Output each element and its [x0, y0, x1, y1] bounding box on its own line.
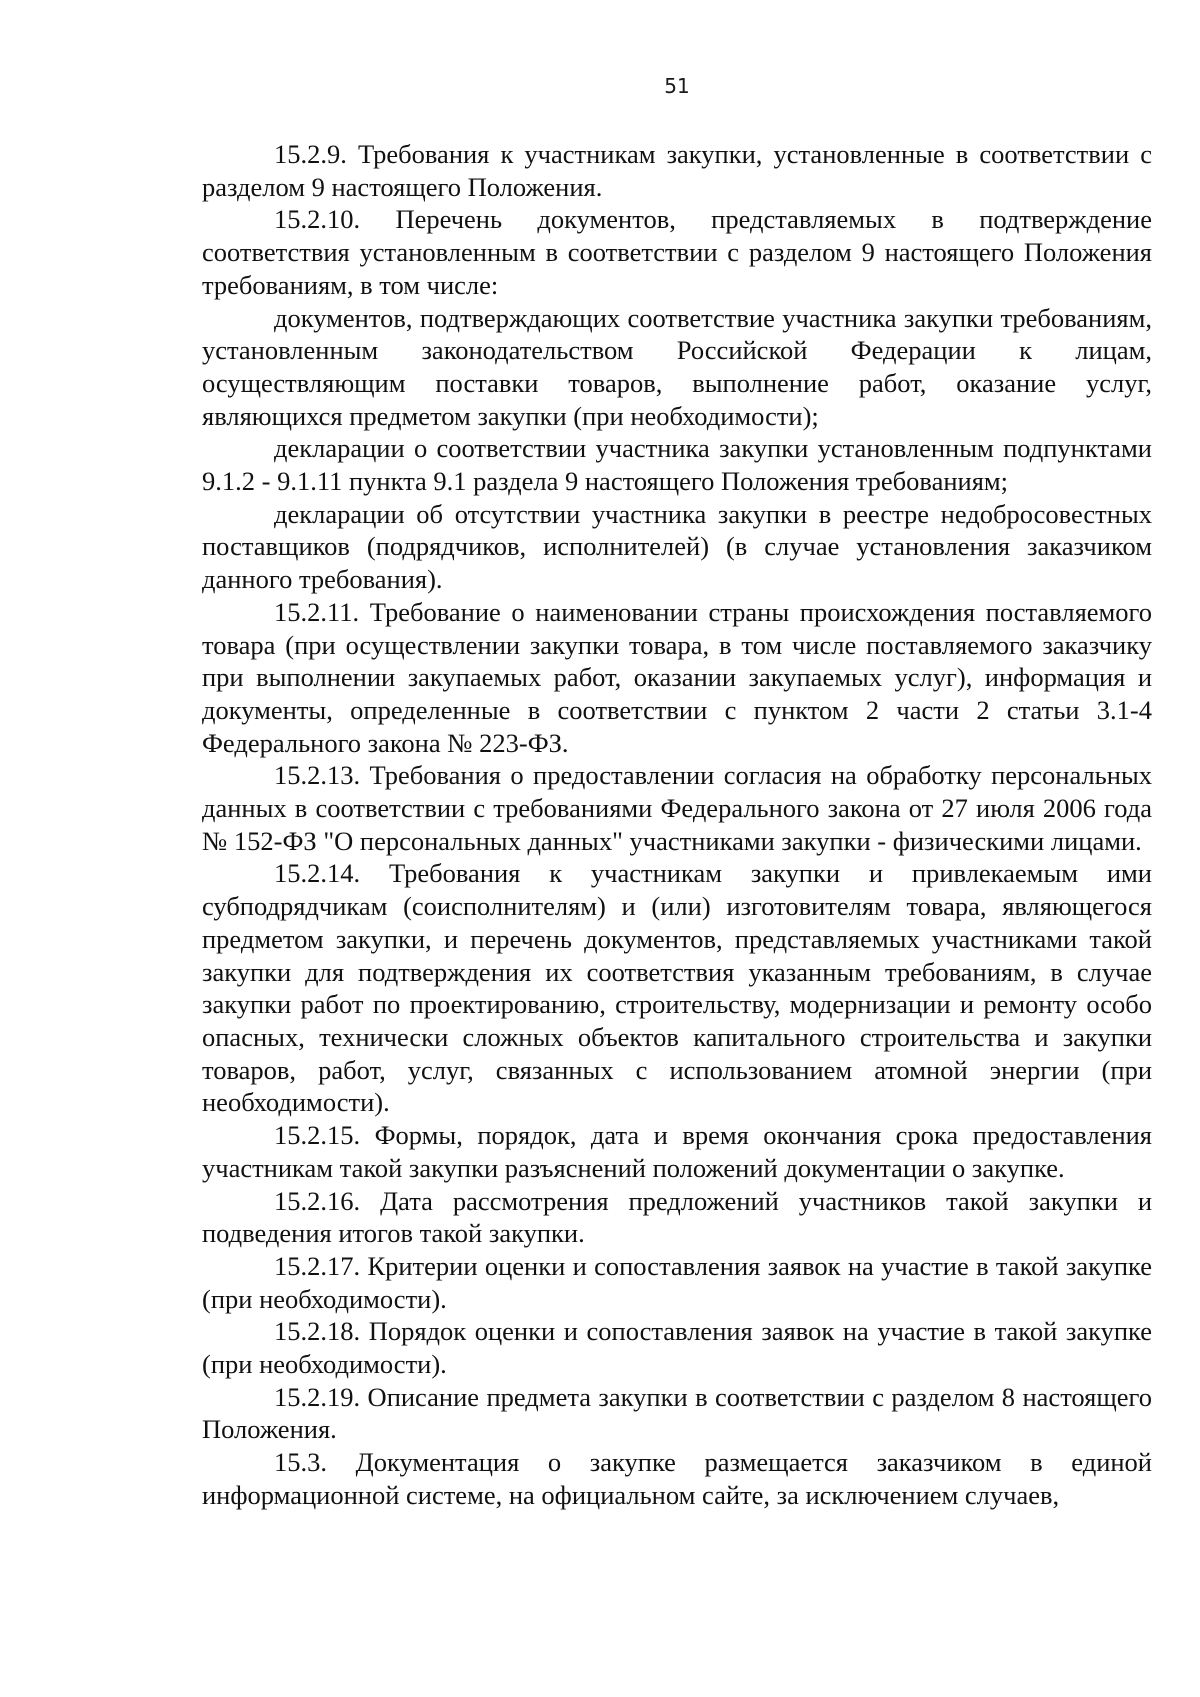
- paragraph-15-2-19: 15.2.19. Описание предмета закупки в соответствии с разделом 8 настоящего Положения.: [202, 1381, 1152, 1445]
- paragraph-15-2-11: 15.2.11. Требование о наименовании страны происхождения поставляемого товара (при осуществлении закупки товара, в том числе поставляемого заказчику при выполнении закупаемых работ, оказании закупаемых услуг), информация и документы, определенные в соответствии с пунктом 2 части 2 статьи 3.1-4 Федерального закона № 223-ФЗ.: [202, 596, 1152, 758]
- paragraph-15-2-9: 15.2.9. Требования к участникам закупки, установленные в соответствии с разделом 9 настоящего Положения.: [202, 139, 1152, 202]
- document-body: [202, 138, 1152, 1512]
- paragraph-15-3: 15.3. Документация о закупке размещается заказчиком в единой информационной системе, на официальном сайте, за исключением случаев,: [202, 1447, 1152, 1510]
- paragraph-declaration-registry: декларации об отсутствии участника закупки в реестре недобросовестных поставщиков (подрядчиков, исполнителей) (в случае установления заказчиком данного требования).: [202, 498, 1152, 595]
- paragraph-15-2-14: 15.2.14. Требования к участникам закупки и привлекаемым ими субподрядчикам (соисполнителям) и (или) изготовителям товара, являющегося предметом закупки, и перечень документов, представляемых участниками такой закупки для подтверждения их соответствия указанным требованиям, в случае закупки работ по проектированию, строительству, модернизации и ремонту особо опасных, технически сложных объектов капитального строительства и закупки товаров, работ, услуг, связанных с использованием атомной энергии (при необходимости).: [202, 858, 1152, 1118]
- paragraph-15-2-16: 15.2.16. Дата рассмотрения предложений участников такой закупки и подведения итогов такой закупки.: [202, 1185, 1152, 1249]
- paragraph-documents: документов, подтверждающих соответствие участника закупки требованиям, установленным законодательством Российской Федерации к лицам, осуществляющим поставки товаров, выполнение работ, оказание услуг, являющихся предметом закупки (при необходимости);: [202, 302, 1152, 431]
- paragraph-15-2-13: 15.2.13. Требования о предоставлении согласия на обработку персональных данных в соответствии с требованиями Федерального закона от 27 июля 2006 года № 152-ФЗ "О персональных данных" участниками закупки - физическими лицами.: [202, 760, 1152, 856]
- page-number: 51: [664, 74, 690, 98]
- paragraph-15-2-15: 15.2.15. Формы, порядок, дата и время окончания срока предоставления участникам такой закупки разъяснений положений документации о закупке.: [202, 1120, 1152, 1183]
- paragraph-15-2-18: 15.2.18. Порядок оценки и сопоставления заявок на участие в такой закупке (при необходимости).: [202, 1316, 1152, 1380]
- paragraph-declaration-compliance: декларации о соответствии участника закупки установленным подпунктами 9.1.2 - 9.1.11 пункта 9.1 раздела 9 настоящего Положения требованиям;: [202, 433, 1152, 497]
- paragraph-15-2-17: 15.2.17. Критерии оценки и сопоставления заявок на участие в такой закупке (при необходимости).: [202, 1250, 1152, 1314]
- paragraph-15-2-10: 15.2.10. Перечень документов, представляемых в подтверждение соответствия установленным в соответствии с разделом 9 настоящего Положения требованиям, в том числе:: [202, 204, 1152, 300]
